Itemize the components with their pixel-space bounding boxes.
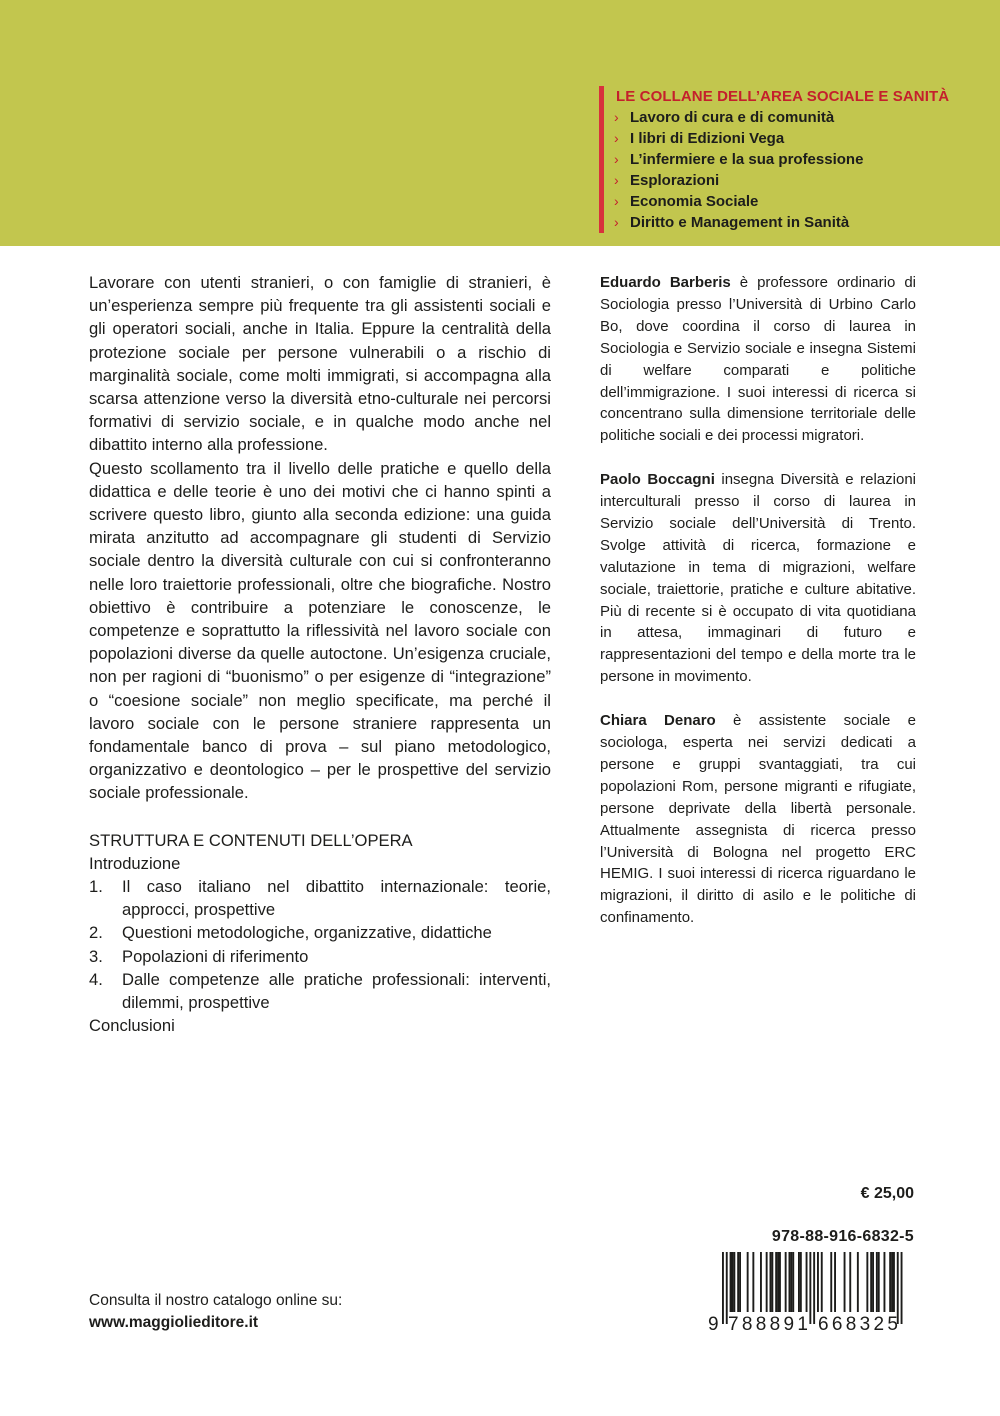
barcode-first-digit: 9 xyxy=(708,1314,719,1332)
series-item xyxy=(616,170,976,191)
barcode-bar xyxy=(889,1252,891,1312)
barcode-bar xyxy=(798,1252,800,1312)
author-bio-text: è professore ordinario di Sociologia presso l’Università di Urbino Carlo Bo, dove coordina il corso di laurea in Sociologia e Servizio sociale e insegna Sistemi di welfare comparati e politiche dell’immigrazione. I suoi interessi di ricerca si concentrano sulla dimensione territoriale delle politiche sociali e dei processi migratori. xyxy=(600,274,916,445)
barcode-bar xyxy=(821,1252,823,1312)
series-item-label: Diritto e Management in Sanità xyxy=(630,214,850,231)
barcode-bar xyxy=(775,1252,777,1312)
description-column xyxy=(89,271,551,1038)
chevron-right-icon: › xyxy=(614,193,619,209)
chapter-number: 1. xyxy=(89,877,103,897)
barcode-bar xyxy=(849,1252,851,1312)
chevron-right-icon: › xyxy=(614,172,619,188)
chapter-number: 4. xyxy=(89,969,103,989)
barcode-bar xyxy=(785,1252,787,1312)
toc-chapter-list xyxy=(89,875,551,1014)
barcode-bar xyxy=(766,1252,768,1312)
author-bio-text: insegna Diversità e relazioni interculturali presso il corso di laurea in Servizio sociale dell’Università di Trento. Svolge attività di ricerca, formazione e valutazione in tema di migrazioni, welfare sociale, traiettorie, pratiche e culture abitative. Più di recente si è occupato di vita quotidiana in attesa, immaginari di futuro e rappresentazioni del tempo e della morte tra le persone in movimento. xyxy=(600,471,917,686)
series-item xyxy=(616,128,976,149)
barcode-bar xyxy=(872,1252,874,1312)
description-paragraph: Questo scollamento tra il livello delle pratiche e quello della didattica e delle teorie è uno dei motivi che ci hanno spinti a scrivere questo libro, giunto alla seconda edizione: una guida mirata anzitutto ad accompagnare gli studenti di Servizio sociale dentro la diversità culturale con cui si confronteranno nelle loro traiettorie professionali, oltre che biografiche. Nostro obiettivo è contribuire a potenziare le conoscenze, le competenze e soprattutto la riflessività nel lavoro sociale con popolazioni diverse da quelle autoctone. Un’esigenza cruciale, non per ragioni di “buonismo” o per esigenze di “integrazione” o “coesione sociale” non meglio specificate, ma perché il lavoro sociale con le persone straniere rappresenta un fondamentale banco di prova – sul piano metodologico, organizzativo e deontologico – per le prospettive del servizio sociale professionale. xyxy=(89,458,551,803)
series-item-label: Esplorazioni xyxy=(630,172,720,189)
author-bio xyxy=(600,272,916,447)
series-item xyxy=(616,212,976,233)
barcode-bar xyxy=(857,1252,859,1312)
price-label: € 25,00 xyxy=(860,1185,914,1202)
author-bio xyxy=(600,469,916,688)
barcode-right-digits: 668325 xyxy=(818,1314,898,1332)
barcode-bar xyxy=(771,1252,773,1312)
author-name: Chiara Denaro xyxy=(600,712,716,730)
barcode-bar xyxy=(770,1252,772,1312)
series-item-label: Lavoro di cura e di comunità xyxy=(630,109,835,126)
barcode-bar xyxy=(870,1252,872,1312)
series-list xyxy=(616,107,976,233)
series-item xyxy=(616,107,976,128)
catalog-block xyxy=(89,1290,342,1334)
barcode-bar xyxy=(777,1252,779,1312)
authors-column xyxy=(600,272,916,951)
barcode-bar xyxy=(730,1252,732,1312)
chapter-number: 3. xyxy=(89,946,103,966)
toc-chapter xyxy=(89,921,551,944)
chapter-title: Popolazioni di riferimento xyxy=(122,946,309,966)
barcode-bar xyxy=(752,1252,754,1312)
chapter-title: Dalle competenze alle pratiche professionali: interventi, dilemmi, prospettive xyxy=(122,969,551,1013)
series-item-label: I libri di Edizioni Vega xyxy=(630,130,785,147)
chevron-right-icon: › xyxy=(614,130,619,146)
barcode-bar xyxy=(893,1252,895,1312)
author-name: Paolo Boccagni xyxy=(600,471,715,489)
barcode-bar xyxy=(876,1252,878,1312)
series-item-label: L’infermiere e la sua professione xyxy=(630,151,864,168)
barcode-bar xyxy=(866,1252,868,1312)
toc-conclusion: Conclusioni xyxy=(89,1016,175,1036)
barcode-bar xyxy=(806,1252,808,1312)
toc-chapter xyxy=(89,968,551,1014)
barcode-bar xyxy=(813,1252,815,1324)
toc-chapter xyxy=(89,875,551,921)
chevron-right-icon: › xyxy=(614,109,619,125)
barcode-bar xyxy=(884,1252,886,1312)
barcode-bar xyxy=(790,1252,792,1312)
barcode-bar xyxy=(722,1252,724,1324)
catalog-link[interactable]: www.maggiolieditore.it xyxy=(89,1314,259,1331)
series-item-label: Economia Sociale xyxy=(630,193,759,210)
barcode-bar xyxy=(834,1252,836,1312)
barcode-bar xyxy=(817,1252,819,1312)
barcode-bar xyxy=(732,1252,734,1312)
barcode-left-digits: 788891 xyxy=(728,1314,808,1332)
chevron-right-icon: › xyxy=(614,151,619,167)
chevron-right-icon: › xyxy=(614,214,619,230)
header-band xyxy=(0,0,1000,246)
barcode-bar xyxy=(747,1252,749,1312)
chapter-title: Questioni metodologiche, organizzative, didattiche xyxy=(122,923,492,943)
barcode-bar xyxy=(800,1252,802,1312)
series-box xyxy=(599,86,976,233)
author-bio-text: è assistente sociale e sociologa, esperta nei servizi dedicati a persone e gruppi svantaggiati, tra cui popolazioni Rom, persone migranti e rifugiate, persone deprivate della libertà personale. Attualmente assegnista di ricerca presso l’Università di Bologna nel progetto ERC HEMIG. I suoi interessi di ricerca riguardano le migrazioni, il diritto di asilo e le politiche di confinamento. xyxy=(600,712,916,927)
barcode-bar xyxy=(901,1252,903,1324)
barcode-bar xyxy=(779,1252,781,1312)
barcode-bar xyxy=(733,1252,735,1312)
catalog-text: Consulta il nostro catalogo online su: xyxy=(89,1292,343,1309)
author-bio xyxy=(600,710,916,929)
barcode-bar xyxy=(844,1252,846,1312)
isbn-label: 978-88-916-6832-5 xyxy=(771,1228,914,1245)
barcode-bar xyxy=(878,1252,880,1312)
barcode-bar xyxy=(809,1252,811,1324)
chapter-title: Il caso italiano nel dibattito internazionale: teorie, approcci, prospettive xyxy=(122,877,551,920)
table-of-contents xyxy=(89,829,551,1038)
barcode xyxy=(708,1252,918,1332)
barcode-bar xyxy=(739,1252,741,1312)
barcode-bar xyxy=(789,1252,791,1312)
barcode-bar xyxy=(830,1252,832,1312)
series-item xyxy=(616,149,976,170)
barcode-bar xyxy=(891,1252,893,1312)
barcode-bar xyxy=(760,1252,762,1312)
series-title: LE COLLANE DELL’AREA SOCIALE E SANITÀ xyxy=(616,88,950,105)
barcode-bar xyxy=(737,1252,739,1312)
chapter-number: 2. xyxy=(89,923,103,943)
barcode-bar xyxy=(792,1252,794,1312)
series-item xyxy=(616,191,976,212)
description-paragraph: Lavorare con utenti stranieri, o con famiglie di stranieri, è un’esperienza sempre più frequente tra gli assistenti sociali e gli operatori sociali, anche in Italia. Eppure la centralità della protezione sociale per persone vulnerabili o a rischio di marginalità sociale, come molti immigrati, si accompagna alla scarsa attenzione verso la diversità etno-culturale nei percorsi formativi di servizio sociale, e in qualche modo anche nel dibattito interno alla professione. xyxy=(89,273,551,455)
toc-heading: STRUTTURA E CONTENUTI DELL’OPERA xyxy=(89,830,413,850)
toc-chapter xyxy=(89,945,551,968)
author-name: Eduardo Barberis xyxy=(600,274,731,291)
toc-intro: Introduzione xyxy=(89,853,181,873)
